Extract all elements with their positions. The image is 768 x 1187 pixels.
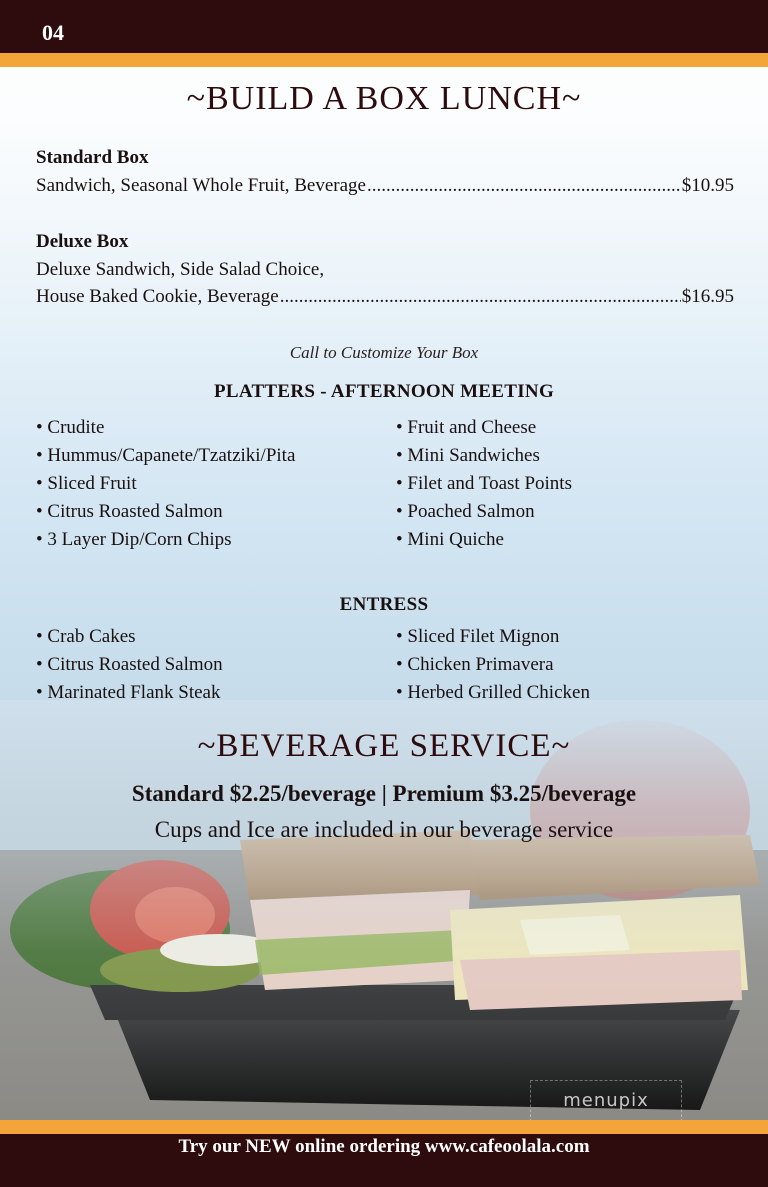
header-stripe: [0, 53, 768, 67]
platters-title: PLATTERS - AFTERNOON MEETING: [213, 381, 555, 402]
standard-box-items: Sandwich, Seasonal Whole Fruit, Beverage: [36, 175, 366, 196]
entrees-title: ENTRESS: [339, 594, 429, 615]
list-item: • Mini Quiche: [396, 529, 504, 550]
deluxe-box-price: $16.95: [681, 286, 734, 307]
list-item: • 3 Layer Dip/Corn Chips: [36, 529, 232, 550]
box-lunch-title: ~BUILD A BOX LUNCH~: [186, 80, 582, 117]
header-bar: [0, 0, 768, 53]
beverage-note: Cups and Ice are included in our beverage service: [154, 817, 614, 842]
list-item: • Citrus Roasted Salmon: [36, 654, 223, 675]
deluxe-box-items-line1: Deluxe Sandwich, Side Salad Choice,: [36, 259, 325, 280]
list-item: • Crab Cakes: [36, 626, 136, 647]
beverage-title: ~BEVERAGE SERVICE~: [197, 728, 571, 764]
list-item: • Filet and Toast Points: [396, 473, 572, 494]
list-item: • Chicken Primavera: [396, 654, 554, 675]
entrees-right-list: [396, 623, 590, 707]
list-item: • Marinated Flank Steak: [36, 682, 221, 703]
list-item: • Fruit and Cheese: [396, 417, 537, 438]
customize-note: Call to Customize Your Box: [289, 343, 479, 362]
list-item: • Sliced Fruit: [36, 473, 137, 494]
leader-dots: [280, 286, 681, 308]
beverage-prices: Standard $2.25/beverage | Premium $3.25/beverage: [131, 781, 637, 806]
platters-left-list: [36, 414, 295, 554]
platters-right-list: [396, 414, 572, 554]
standard-box-name: Standard Box: [36, 147, 149, 168]
list-item: • Citrus Roasted Salmon: [36, 501, 223, 522]
entrees-left-list: [36, 623, 223, 707]
footer-stripe: [0, 1120, 768, 1134]
footer-ordering-link[interactable]: Try our NEW online ordering www.cafeoolala.com: [178, 1136, 590, 1157]
list-item: • Crudite: [36, 417, 105, 438]
deluxe-box-name: Deluxe Box: [36, 231, 129, 252]
list-item: • Poached Salmon: [396, 501, 535, 522]
deluxe-box-items-line2: House Baked Cookie, Beverage: [36, 286, 279, 307]
deluxe-box-line: [36, 286, 734, 308]
list-item: • Mini Sandwiches: [396, 445, 540, 466]
standard-box-line: [36, 175, 734, 197]
page-number: 04: [42, 20, 64, 45]
list-item: • Hummus/Capanete/Tzatziki/Pita: [36, 445, 296, 466]
list-item: • Sliced Filet Mignon: [396, 626, 560, 647]
standard-box-price: $10.95: [681, 175, 734, 196]
leader-dots: [367, 175, 681, 197]
watermark-logo: menupix: [530, 1080, 682, 1122]
list-item: • Herbed Grilled Chicken: [396, 682, 590, 703]
